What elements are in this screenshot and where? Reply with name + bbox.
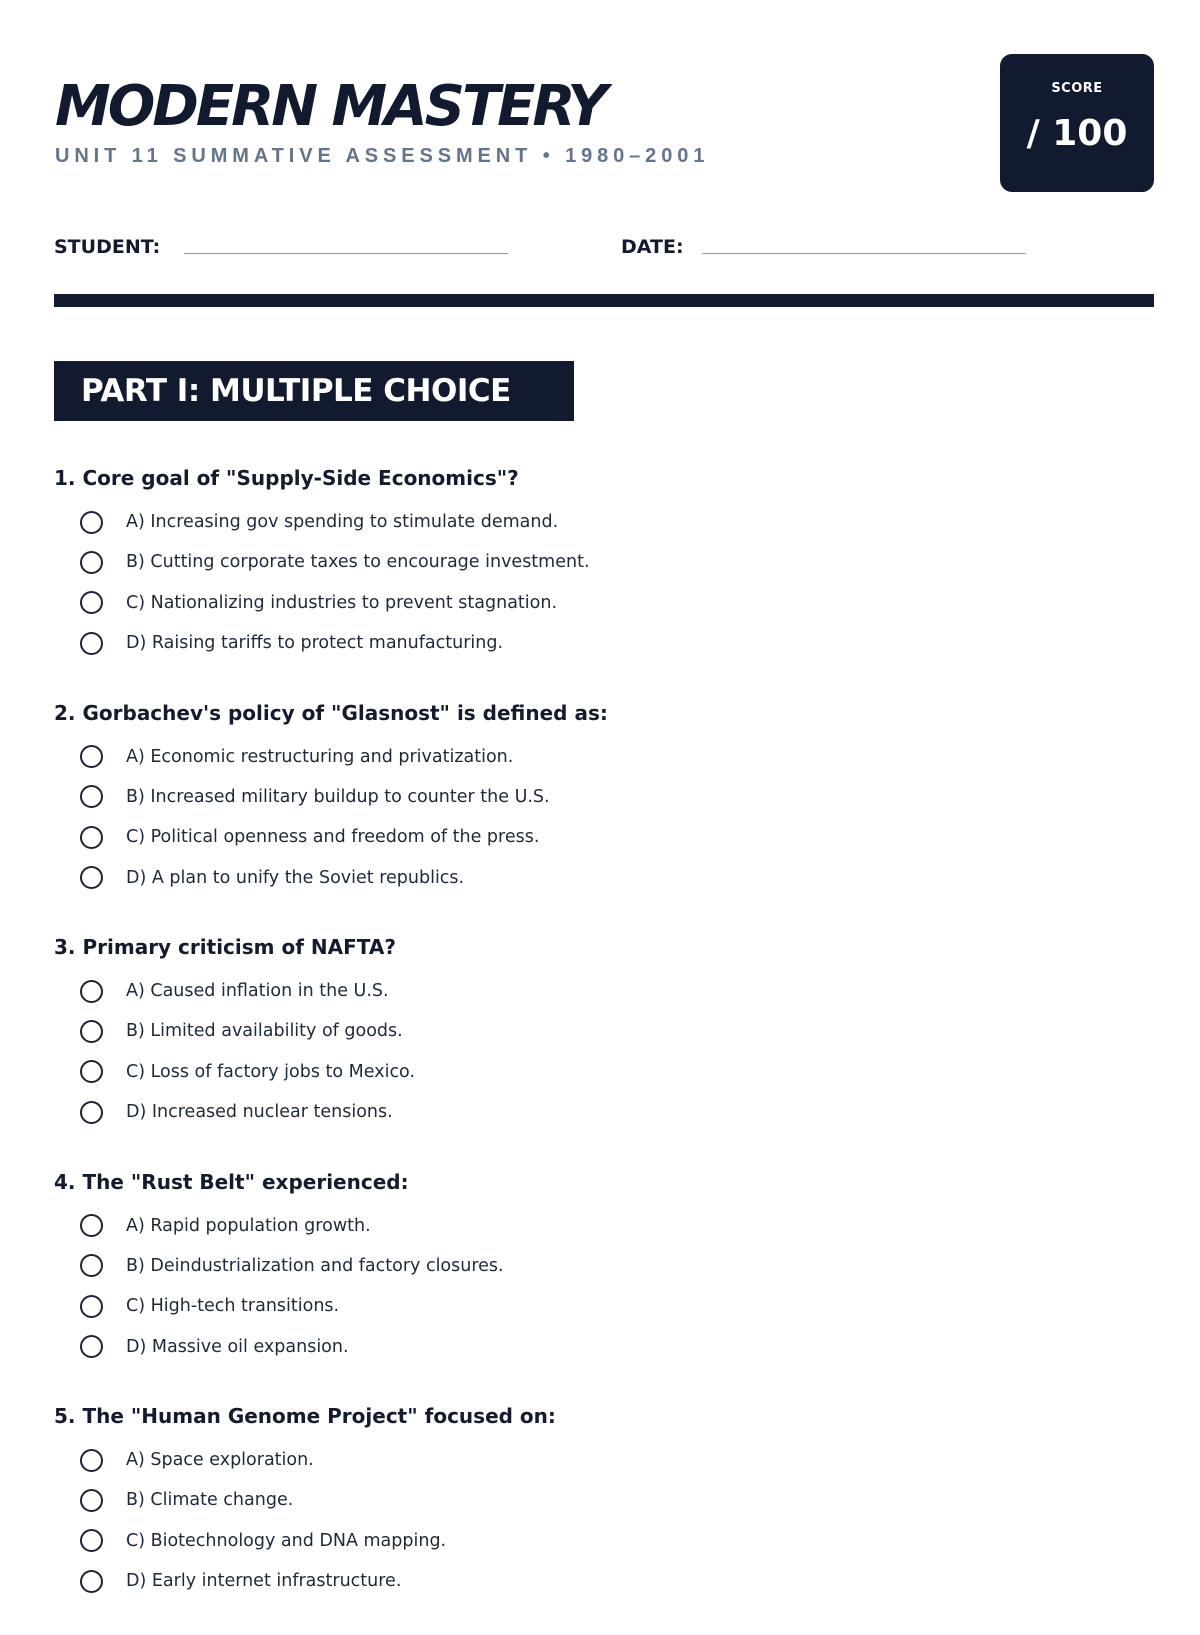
question-2: [54, 697, 1154, 932]
answer-option[interactable]: [54, 737, 1154, 777]
page-subtitle: UNIT 11 SUMMATIVE ASSESSMENT • 1980–2001: [55, 145, 710, 167]
answer-option[interactable]: [54, 1521, 1154, 1561]
answer-option[interactable]: [54, 1326, 1154, 1366]
radio-button[interactable]: [80, 866, 103, 889]
radio-button[interactable]: [80, 980, 103, 1003]
answer-option[interactable]: [54, 777, 1154, 817]
answer-option[interactable]: [54, 502, 1154, 542]
answer-option[interactable]: [54, 1052, 1154, 1092]
answer-option[interactable]: [54, 583, 1154, 623]
radio-button[interactable]: [80, 1335, 103, 1358]
score-label: SCORE: [1051, 81, 1103, 96]
question-1: [54, 462, 1154, 697]
radio-button[interactable]: [80, 1449, 103, 1472]
answer-option[interactable]: [54, 623, 1154, 663]
option-label: A) Increasing gov spending to stimulate demand.: [126, 512, 559, 533]
option-label: C) Biotechnology and DNA mapping.: [126, 1530, 447, 1551]
answer-option[interactable]: [54, 857, 1154, 897]
answer-option[interactable]: [54, 971, 1154, 1011]
score-value: / 100: [1026, 113, 1128, 154]
question-text: 2. Gorbachev's policy of "Glasnost" is defined as:: [54, 700, 608, 725]
question-3: [54, 931, 1154, 1166]
answer-option[interactable]: [54, 1480, 1154, 1520]
radio-button[interactable]: [80, 551, 103, 574]
radio-button[interactable]: [80, 1529, 103, 1552]
header-divider: [54, 294, 1154, 307]
question-4: [54, 1166, 1154, 1401]
radio-button[interactable]: [80, 1570, 103, 1593]
question-text: 1. Core goal of "Supply-Side Economics"?: [54, 466, 519, 490]
option-label: D) Raising tariffs to protect manufacturing.: [126, 633, 504, 654]
option-label: C) Political openness and freedom of the press.: [126, 827, 540, 848]
radio-button[interactable]: [80, 785, 103, 808]
date-label: DATE:: [621, 236, 684, 258]
option-label: C) Nationalizing industries to prevent stagnation.: [126, 592, 558, 613]
radio-button[interactable]: [80, 826, 103, 849]
radio-button[interactable]: [80, 1101, 103, 1124]
option-label: A) Space exploration.: [126, 1450, 314, 1471]
radio-button[interactable]: [80, 1020, 103, 1043]
answer-option[interactable]: [54, 1561, 1154, 1601]
answer-option[interactable]: [54, 817, 1154, 857]
option-label: B) Climate change.: [126, 1490, 294, 1511]
radio-button[interactable]: [80, 1295, 103, 1318]
answer-option[interactable]: [54, 1286, 1154, 1326]
option-label: B) Increased military buildup to counter the U.S.: [126, 786, 550, 807]
question-list: [54, 462, 1154, 1635]
radio-button[interactable]: [80, 632, 103, 655]
option-label: A) Rapid population growth.: [126, 1215, 371, 1236]
radio-button[interactable]: [80, 591, 103, 614]
radio-button[interactable]: [80, 745, 103, 768]
option-label: C) Loss of factory jobs to Mexico.: [126, 1061, 416, 1082]
answer-option[interactable]: [54, 1092, 1154, 1132]
option-label: D) Increased nuclear tensions.: [126, 1102, 393, 1123]
answer-option[interactable]: [54, 1440, 1154, 1480]
question-text: 4. The "Rust Belt" experienced:: [54, 1169, 409, 1194]
radio-button[interactable]: [80, 1254, 103, 1277]
answer-option[interactable]: [54, 1011, 1154, 1051]
page-title: MODERN MASTERY: [55, 74, 605, 139]
question-text: 3. Primary criticism of NAFTA?: [54, 935, 396, 959]
option-label: B) Limited availability of goods.: [126, 1021, 403, 1042]
student-name-field[interactable]: [184, 253, 508, 254]
option-label: A) Caused inflation in the U.S.: [126, 981, 389, 1002]
radio-button[interactable]: [80, 1060, 103, 1083]
option-label: A) Economic restructuring and privatization.: [126, 746, 514, 767]
radio-button[interactable]: [80, 1214, 103, 1237]
answer-option[interactable]: [54, 542, 1154, 582]
date-field[interactable]: [702, 253, 1026, 254]
radio-button[interactable]: [80, 511, 103, 534]
score-box: [1000, 54, 1154, 192]
section-header: PART I: MULTIPLE CHOICE: [54, 361, 574, 421]
answer-option[interactable]: [54, 1246, 1154, 1286]
option-label: D) Early internet infrastructure.: [126, 1571, 402, 1592]
option-label: B) Deindustrialization and factory closures.: [126, 1255, 504, 1276]
option-label: B) Cutting corporate taxes to encourage investment.: [126, 552, 590, 573]
answer-option[interactable]: [54, 1206, 1154, 1246]
question-5: [54, 1400, 1154, 1635]
question-text: 5. The "Human Genome Project" focused on:: [54, 1404, 556, 1428]
radio-button[interactable]: [80, 1489, 103, 1512]
student-label: STUDENT:: [54, 236, 161, 258]
option-label: D) Massive oil expansion.: [126, 1336, 349, 1357]
option-label: D) A plan to unify the Soviet republics.: [126, 867, 465, 888]
option-label: C) High-tech transitions.: [126, 1296, 340, 1317]
